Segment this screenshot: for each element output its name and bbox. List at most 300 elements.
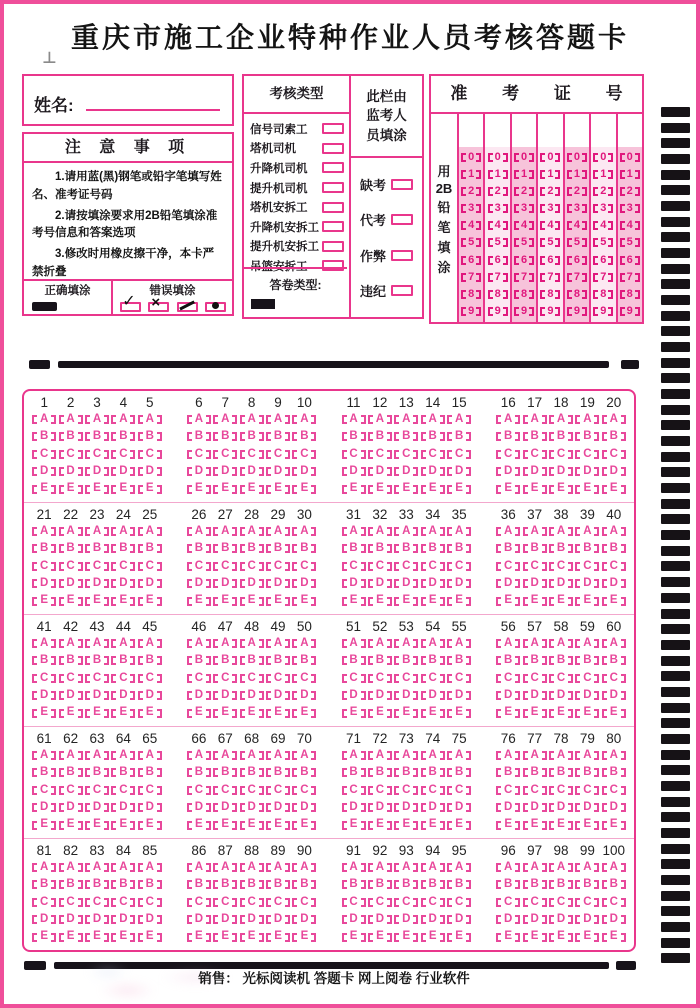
answer-bubble-71-E[interactable]: E — [342, 819, 366, 832]
answer-bubble-3-E[interactable]: E — [85, 483, 109, 496]
answer-bubble-55-A[interactable]: A — [447, 637, 471, 650]
answer-bubble-69-A[interactable]: A — [266, 749, 290, 762]
answer-bubble-15-C[interactable]: C — [447, 448, 471, 461]
answer-bubble-60-D[interactable]: D — [602, 689, 626, 702]
answer-bubble-77-D[interactable]: D — [523, 801, 547, 814]
ticket-bubble-col7-digit0[interactable]: 0 — [620, 151, 640, 164]
answer-bubble-39-E[interactable]: E — [575, 595, 599, 608]
answer-bubble-31-A[interactable]: A — [342, 525, 366, 538]
ticket-bubble-col5-digit5[interactable]: 5 — [567, 236, 587, 249]
answer-bubble-87-C[interactable]: C — [213, 896, 237, 909]
answer-bubble-81-D[interactable]: D — [32, 913, 56, 926]
answer-bubble-57-D[interactable]: D — [523, 689, 547, 702]
answer-bubble-6-B[interactable]: B — [187, 430, 211, 443]
answer-bubble-82-A[interactable]: A — [59, 861, 83, 874]
answer-bubble-43-C[interactable]: C — [85, 672, 109, 685]
answer-bubble-52-E[interactable]: E — [368, 707, 392, 720]
answer-bubble-10-D[interactable]: D — [292, 465, 316, 478]
answer-bubble-14-E[interactable]: E — [421, 483, 445, 496]
answer-bubble-56-D[interactable]: D — [496, 689, 520, 702]
answer-bubble-53-B[interactable]: B — [394, 654, 418, 667]
answer-bubble-93-D[interactable]: D — [394, 913, 418, 926]
answer-bubble-46-B[interactable]: B — [187, 654, 211, 667]
answer-bubble-52-B[interactable]: B — [368, 654, 392, 667]
answer-bubble-38-B[interactable]: B — [549, 542, 573, 555]
answer-bubble-45-A[interactable]: A — [138, 637, 162, 650]
ticket-bubble-col2-digit5[interactable]: 5 — [488, 236, 508, 249]
answer-bubble-34-C[interactable]: C — [421, 560, 445, 573]
answer-bubble-78-A[interactable]: A — [549, 749, 573, 762]
answer-bubble-36-C[interactable]: C — [496, 560, 520, 573]
answer-bubble-85-D[interactable]: D — [138, 913, 162, 926]
answer-bubble-98-C[interactable]: C — [549, 896, 573, 909]
answer-bubble-23-E[interactable]: E — [85, 595, 109, 608]
answer-bubble-76-C[interactable]: C — [496, 784, 520, 797]
answer-bubble-36-A[interactable]: A — [496, 525, 520, 538]
answer-bubble-64-A[interactable]: A — [111, 749, 135, 762]
answer-bubble-49-A[interactable]: A — [266, 637, 290, 650]
ticket-bubble-col6-digit2[interactable]: 2 — [593, 185, 613, 198]
answer-bubble-99-B[interactable]: B — [575, 878, 599, 891]
answer-bubble-61-E[interactable]: E — [32, 819, 56, 832]
answer-bubble-38-D[interactable]: D — [549, 577, 573, 590]
answer-bubble-12-E[interactable]: E — [368, 483, 392, 496]
answer-bubble-85-A[interactable]: A — [138, 861, 162, 874]
answer-bubble-78-B[interactable]: B — [549, 766, 573, 779]
ticket-bubble-col4-digit4[interactable]: 4 — [540, 219, 560, 232]
answer-bubble-49-B[interactable]: B — [266, 654, 290, 667]
answer-bubble-80-B[interactable]: B — [602, 766, 626, 779]
answer-bubble-52-C[interactable]: C — [368, 672, 392, 685]
answer-bubble-50-C[interactable]: C — [292, 672, 316, 685]
ticket-bubble-col4-digit9[interactable]: 9 — [540, 305, 560, 318]
answer-bubble-75-E[interactable]: E — [447, 819, 471, 832]
answer-bubble-22-D[interactable]: D — [59, 577, 83, 590]
answer-bubble-32-B[interactable]: B — [368, 542, 392, 555]
answer-bubble-68-B[interactable]: B — [240, 766, 264, 779]
answer-bubble-47-A[interactable]: A — [213, 637, 237, 650]
answer-bubble-89-C[interactable]: C — [266, 896, 290, 909]
answer-bubble-29-E[interactable]: E — [266, 595, 290, 608]
answer-bubble-50-D[interactable]: D — [292, 689, 316, 702]
answer-bubble-64-C[interactable]: C — [111, 784, 135, 797]
answer-bubble-12-D[interactable]: D — [368, 465, 392, 478]
answer-bubble-99-A[interactable]: A — [575, 861, 599, 874]
answer-bubble-49-C[interactable]: C — [266, 672, 290, 685]
answer-bubble-5-A[interactable]: A — [138, 413, 162, 426]
answer-bubble-53-E[interactable]: E — [394, 707, 418, 720]
answer-bubble-74-B[interactable]: B — [421, 766, 445, 779]
answer-bubble-26-B[interactable]: B — [187, 542, 211, 555]
answer-bubble-79-D[interactable]: D — [575, 801, 599, 814]
ticket-bubble-col6-digit1[interactable]: 1 — [593, 168, 613, 181]
answer-bubble-18-E[interactable]: E — [549, 483, 573, 496]
exam-type-bubble-1[interactable] — [322, 123, 344, 134]
answer-bubble-48-D[interactable]: D — [240, 689, 264, 702]
ticket-bubble-col3-digit1[interactable]: 1 — [514, 168, 534, 181]
answer-bubble-4-D[interactable]: D — [111, 465, 135, 478]
ticket-bubble-col4-digit3[interactable]: 3 — [540, 202, 560, 215]
answer-bubble-21-E[interactable]: E — [32, 595, 56, 608]
answer-bubble-33-E[interactable]: E — [394, 595, 418, 608]
answer-bubble-35-D[interactable]: D — [447, 577, 471, 590]
ticket-bubble-col7-digit2[interactable]: 2 — [620, 185, 640, 198]
answer-bubble-75-B[interactable]: B — [447, 766, 471, 779]
answer-bubble-58-D[interactable]: D — [549, 689, 573, 702]
answer-bubble-100-C[interactable]: C — [602, 896, 626, 909]
answer-bubble-45-B[interactable]: B — [138, 654, 162, 667]
answer-bubble-100-B[interactable]: B — [602, 878, 626, 891]
answer-bubble-20-D[interactable]: D — [602, 465, 626, 478]
answer-bubble-17-A[interactable]: A — [523, 413, 547, 426]
answer-bubble-40-B[interactable]: B — [602, 542, 626, 555]
answer-bubble-69-C[interactable]: C — [266, 784, 290, 797]
answer-bubble-29-D[interactable]: D — [266, 577, 290, 590]
answer-bubble-48-B[interactable]: B — [240, 654, 264, 667]
ticket-bubble-col6-digit0[interactable]: 0 — [593, 151, 613, 164]
ticket-bubble-col6-digit4[interactable]: 4 — [593, 219, 613, 232]
answer-bubble-66-E[interactable]: E — [187, 819, 211, 832]
answer-bubble-11-C[interactable]: C — [342, 448, 366, 461]
answer-bubble-31-C[interactable]: C — [342, 560, 366, 573]
answer-bubble-33-D[interactable]: D — [394, 577, 418, 590]
ticket-bubble-col5-digit3[interactable]: 3 — [567, 202, 587, 215]
answer-bubble-27-C[interactable]: C — [213, 560, 237, 573]
answer-bubble-60-A[interactable]: A — [602, 637, 626, 650]
answer-bubble-4-B[interactable]: B — [111, 430, 135, 443]
exam-type-bubble-6[interactable] — [322, 221, 344, 232]
answer-bubble-100-D[interactable]: D — [602, 913, 626, 926]
answer-bubble-10-A[interactable]: A — [292, 413, 316, 426]
answer-bubble-33-A[interactable]: A — [394, 525, 418, 538]
ticket-bubble-col1-digit5[interactable]: 5 — [461, 236, 481, 249]
answer-bubble-93-C[interactable]: C — [394, 896, 418, 909]
ticket-write-cell-4[interactable] — [538, 114, 562, 147]
answer-bubble-25-D[interactable]: D — [138, 577, 162, 590]
ticket-bubble-col3-digit3[interactable]: 3 — [514, 202, 534, 215]
answer-bubble-18-B[interactable]: B — [549, 430, 573, 443]
answer-bubble-84-E[interactable]: E — [111, 931, 135, 944]
answer-bubble-68-A[interactable]: A — [240, 749, 264, 762]
answer-bubble-30-A[interactable]: A — [292, 525, 316, 538]
answer-bubble-61-D[interactable]: D — [32, 801, 56, 814]
answer-bubble-2-A[interactable]: A — [59, 413, 83, 426]
answer-bubble-88-E[interactable]: E — [240, 931, 264, 944]
answer-bubble-42-D[interactable]: D — [59, 689, 83, 702]
answer-bubble-55-B[interactable]: B — [447, 654, 471, 667]
answer-bubble-57-A[interactable]: A — [523, 637, 547, 650]
answer-bubble-56-B[interactable]: B — [496, 654, 520, 667]
answer-bubble-1-E[interactable]: E — [32, 483, 56, 496]
answer-bubble-55-D[interactable]: D — [447, 689, 471, 702]
answer-bubble-94-C[interactable]: C — [421, 896, 445, 909]
answer-bubble-21-A[interactable]: A — [32, 525, 56, 538]
answer-bubble-5-C[interactable]: C — [138, 448, 162, 461]
answer-bubble-72-A[interactable]: A — [368, 749, 392, 762]
answer-bubble-44-B[interactable]: B — [111, 654, 135, 667]
answer-bubble-9-C[interactable]: C — [266, 448, 290, 461]
ticket-write-cell-5[interactable] — [565, 114, 589, 147]
answer-bubble-30-E[interactable]: E — [292, 595, 316, 608]
answer-bubble-36-B[interactable]: B — [496, 542, 520, 555]
answer-bubble-7-D[interactable]: D — [213, 465, 237, 478]
answer-bubble-67-A[interactable]: A — [213, 749, 237, 762]
answer-bubble-59-A[interactable]: A — [575, 637, 599, 650]
exam-type-bubble-4[interactable] — [322, 182, 344, 193]
answer-bubble-13-C[interactable]: C — [394, 448, 418, 461]
answer-bubble-35-B[interactable]: B — [447, 542, 471, 555]
answer-bubble-82-B[interactable]: B — [59, 878, 83, 891]
answer-bubble-25-C[interactable]: C — [138, 560, 162, 573]
answer-bubble-31-B[interactable]: B — [342, 542, 366, 555]
answer-bubble-54-E[interactable]: E — [421, 707, 445, 720]
answer-bubble-96-C[interactable]: C — [496, 896, 520, 909]
answer-bubble-99-D[interactable]: D — [575, 913, 599, 926]
answer-bubble-7-A[interactable]: A — [213, 413, 237, 426]
answer-bubble-31-D[interactable]: D — [342, 577, 366, 590]
answer-bubble-83-A[interactable]: A — [85, 861, 109, 874]
answer-bubble-88-A[interactable]: A — [240, 861, 264, 874]
answer-bubble-27-D[interactable]: D — [213, 577, 237, 590]
answer-bubble-20-B[interactable]: B — [602, 430, 626, 443]
invigilator-bubble-违纪[interactable] — [391, 285, 413, 296]
answer-bubble-83-E[interactable]: E — [85, 931, 109, 944]
answer-bubble-63-A[interactable]: A — [85, 749, 109, 762]
answer-bubble-79-C[interactable]: C — [575, 784, 599, 797]
answer-bubble-32-D[interactable]: D — [368, 577, 392, 590]
answer-bubble-55-E[interactable]: E — [447, 707, 471, 720]
answer-bubble-91-B[interactable]: B — [342, 878, 366, 891]
answer-bubble-9-E[interactable]: E — [266, 483, 290, 496]
answer-bubble-28-B[interactable]: B — [240, 542, 264, 555]
exam-type-bubble-3[interactable] — [322, 162, 344, 173]
answer-bubble-70-D[interactable]: D — [292, 801, 316, 814]
answer-bubble-26-A[interactable]: A — [187, 525, 211, 538]
answer-bubble-32-A[interactable]: A — [368, 525, 392, 538]
answer-bubble-89-E[interactable]: E — [266, 931, 290, 944]
answer-bubble-3-B[interactable]: B — [85, 430, 109, 443]
answer-bubble-51-E[interactable]: E — [342, 707, 366, 720]
answer-bubble-47-B[interactable]: B — [213, 654, 237, 667]
answer-bubble-66-B[interactable]: B — [187, 766, 211, 779]
ticket-bubble-col7-digit4[interactable]: 4 — [620, 219, 640, 232]
answer-bubble-91-D[interactable]: D — [342, 913, 366, 926]
answer-bubble-32-E[interactable]: E — [368, 595, 392, 608]
answer-bubble-71-A[interactable]: A — [342, 749, 366, 762]
ticket-bubble-col3-digit7[interactable]: 7 — [514, 271, 534, 284]
answer-bubble-6-C[interactable]: C — [187, 448, 211, 461]
answer-bubble-21-D[interactable]: D — [32, 577, 56, 590]
ticket-bubble-col7-digit5[interactable]: 5 — [620, 236, 640, 249]
answer-bubble-47-D[interactable]: D — [213, 689, 237, 702]
answer-bubble-13-E[interactable]: E — [394, 483, 418, 496]
answer-bubble-7-C[interactable]: C — [213, 448, 237, 461]
answer-bubble-69-B[interactable]: B — [266, 766, 290, 779]
ticket-bubble-col4-digit6[interactable]: 6 — [540, 254, 560, 267]
ticket-bubble-col6-digit8[interactable]: 8 — [593, 288, 613, 301]
answer-bubble-97-E[interactable]: E — [523, 931, 547, 944]
ticket-bubble-col3-digit5[interactable]: 5 — [514, 236, 534, 249]
ticket-bubble-col5-digit1[interactable]: 1 — [567, 168, 587, 181]
answer-bubble-51-C[interactable]: C — [342, 672, 366, 685]
answer-bubble-76-E[interactable]: E — [496, 819, 520, 832]
answer-bubble-2-E[interactable]: E — [59, 483, 83, 496]
answer-bubble-28-C[interactable]: C — [240, 560, 264, 573]
answer-bubble-86-E[interactable]: E — [187, 931, 211, 944]
ticket-bubble-col1-digit3[interactable]: 3 — [461, 202, 481, 215]
ticket-bubble-col4-digit2[interactable]: 2 — [540, 185, 560, 198]
answer-bubble-51-B[interactable]: B — [342, 654, 366, 667]
answer-bubble-62-D[interactable]: D — [59, 801, 83, 814]
answer-bubble-35-A[interactable]: A — [447, 525, 471, 538]
answer-bubble-37-E[interactable]: E — [523, 595, 547, 608]
answer-bubble-12-B[interactable]: B — [368, 430, 392, 443]
answer-bubble-38-C[interactable]: C — [549, 560, 573, 573]
answer-bubble-77-E[interactable]: E — [523, 819, 547, 832]
ticket-bubble-col2-digit6[interactable]: 6 — [488, 254, 508, 267]
ticket-bubble-col1-digit1[interactable]: 1 — [461, 168, 481, 181]
ticket-bubble-col5-digit2[interactable]: 2 — [567, 185, 587, 198]
answer-bubble-34-D[interactable]: D — [421, 577, 445, 590]
answer-bubble-98-B[interactable]: B — [549, 878, 573, 891]
exam-type-bubble-5[interactable] — [322, 202, 344, 213]
answer-bubble-94-E[interactable]: E — [421, 931, 445, 944]
ticket-bubble-col3-digit8[interactable]: 8 — [514, 288, 534, 301]
ticket-bubble-col7-digit3[interactable]: 3 — [620, 202, 640, 215]
answer-bubble-87-E[interactable]: E — [213, 931, 237, 944]
answer-bubble-18-A[interactable]: A — [549, 413, 573, 426]
answer-bubble-28-D[interactable]: D — [240, 577, 264, 590]
answer-bubble-37-D[interactable]: D — [523, 577, 547, 590]
answer-bubble-27-B[interactable]: B — [213, 542, 237, 555]
answer-bubble-86-D[interactable]: D — [187, 913, 211, 926]
answer-bubble-66-D[interactable]: D — [187, 801, 211, 814]
answer-bubble-57-B[interactable]: B — [523, 654, 547, 667]
ticket-bubble-col4-digit8[interactable]: 8 — [540, 288, 560, 301]
answer-bubble-85-E[interactable]: E — [138, 931, 162, 944]
answer-bubble-90-A[interactable]: A — [292, 861, 316, 874]
answer-bubble-31-E[interactable]: E — [342, 595, 366, 608]
ticket-bubble-col5-digit7[interactable]: 7 — [567, 271, 587, 284]
answer-bubble-65-A[interactable]: A — [138, 749, 162, 762]
answer-bubble-41-B[interactable]: B — [32, 654, 56, 667]
answer-bubble-8-A[interactable]: A — [240, 413, 264, 426]
answer-bubble-24-D[interactable]: D — [111, 577, 135, 590]
answer-bubble-44-A[interactable]: A — [111, 637, 135, 650]
answer-bubble-37-C[interactable]: C — [523, 560, 547, 573]
answer-bubble-62-C[interactable]: C — [59, 784, 83, 797]
answer-bubble-37-A[interactable]: A — [523, 525, 547, 538]
answer-bubble-8-C[interactable]: C — [240, 448, 264, 461]
ticket-bubble-col3-digit4[interactable]: 4 — [514, 219, 534, 232]
ticket-bubble-col4-digit0[interactable]: 0 — [540, 151, 560, 164]
answer-bubble-84-C[interactable]: C — [111, 896, 135, 909]
ticket-bubble-col6-digit9[interactable]: 9 — [593, 305, 613, 318]
answer-bubble-25-B[interactable]: B — [138, 542, 162, 555]
answer-bubble-81-A[interactable]: A — [32, 861, 56, 874]
answer-bubble-24-B[interactable]: B — [111, 542, 135, 555]
answer-bubble-77-C[interactable]: C — [523, 784, 547, 797]
invigilator-bubble-代考[interactable] — [391, 214, 413, 225]
answer-bubble-39-A[interactable]: A — [575, 525, 599, 538]
answer-bubble-96-E[interactable]: E — [496, 931, 520, 944]
answer-bubble-12-A[interactable]: A — [368, 413, 392, 426]
ticket-bubble-col7-digit8[interactable]: 8 — [620, 288, 640, 301]
answer-bubble-23-B[interactable]: B — [85, 542, 109, 555]
answer-bubble-66-A[interactable]: A — [187, 749, 211, 762]
answer-bubble-77-B[interactable]: B — [523, 766, 547, 779]
answer-bubble-67-C[interactable]: C — [213, 784, 237, 797]
answer-bubble-79-A[interactable]: A — [575, 749, 599, 762]
answer-bubble-61-B[interactable]: B — [32, 766, 56, 779]
answer-bubble-29-B[interactable]: B — [266, 542, 290, 555]
answer-bubble-46-C[interactable]: C — [187, 672, 211, 685]
answer-bubble-29-A[interactable]: A — [266, 525, 290, 538]
answer-bubble-48-E[interactable]: E — [240, 707, 264, 720]
answer-bubble-36-D[interactable]: D — [496, 577, 520, 590]
ticket-bubble-col2-digit3[interactable]: 3 — [488, 202, 508, 215]
answer-bubble-16-C[interactable]: C — [496, 448, 520, 461]
answer-bubble-19-A[interactable]: A — [575, 413, 599, 426]
answer-bubble-77-A[interactable]: A — [523, 749, 547, 762]
answer-bubble-13-A[interactable]: A — [394, 413, 418, 426]
answer-bubble-89-B[interactable]: B — [266, 878, 290, 891]
answer-bubble-73-B[interactable]: B — [394, 766, 418, 779]
ticket-bubble-col5-digit4[interactable]: 4 — [567, 219, 587, 232]
answer-bubble-81-E[interactable]: E — [32, 931, 56, 944]
answer-bubble-63-B[interactable]: B — [85, 766, 109, 779]
answer-bubble-1-C[interactable]: C — [32, 448, 56, 461]
answer-bubble-46-A[interactable]: A — [187, 637, 211, 650]
answer-bubble-9-D[interactable]: D — [266, 465, 290, 478]
answer-bubble-3-D[interactable]: D — [85, 465, 109, 478]
answer-bubble-58-C[interactable]: C — [549, 672, 573, 685]
ticket-bubble-col6-digit7[interactable]: 7 — [593, 271, 613, 284]
answer-bubble-44-C[interactable]: C — [111, 672, 135, 685]
answer-bubble-93-A[interactable]: A — [394, 861, 418, 874]
answer-bubble-73-E[interactable]: E — [394, 819, 418, 832]
answer-bubble-39-C[interactable]: C — [575, 560, 599, 573]
answer-bubble-26-D[interactable]: D — [187, 577, 211, 590]
ticket-bubble-col3-digit6[interactable]: 6 — [514, 254, 534, 267]
answer-bubble-49-E[interactable]: E — [266, 707, 290, 720]
answer-bubble-80-E[interactable]: E — [602, 819, 626, 832]
answer-bubble-89-D[interactable]: D — [266, 913, 290, 926]
answer-bubble-44-E[interactable]: E — [111, 707, 135, 720]
answer-bubble-57-E[interactable]: E — [523, 707, 547, 720]
answer-bubble-86-A[interactable]: A — [187, 861, 211, 874]
ticket-bubble-col1-digit4[interactable]: 4 — [461, 219, 481, 232]
answer-bubble-27-E[interactable]: E — [213, 595, 237, 608]
answer-bubble-16-A[interactable]: A — [496, 413, 520, 426]
answer-bubble-6-A[interactable]: A — [187, 413, 211, 426]
answer-bubble-88-C[interactable]: C — [240, 896, 264, 909]
answer-bubble-52-D[interactable]: D — [368, 689, 392, 702]
answer-bubble-84-D[interactable]: D — [111, 913, 135, 926]
answer-bubble-56-E[interactable]: E — [496, 707, 520, 720]
answer-bubble-10-C[interactable]: C — [292, 448, 316, 461]
answer-bubble-61-C[interactable]: C — [32, 784, 56, 797]
answer-bubble-100-A[interactable]: A — [602, 861, 626, 874]
answer-bubble-26-C[interactable]: C — [187, 560, 211, 573]
ticket-bubble-col6-digit5[interactable]: 5 — [593, 236, 613, 249]
answer-bubble-16-B[interactable]: B — [496, 430, 520, 443]
name-input-line[interactable] — [86, 109, 220, 111]
answer-bubble-98-E[interactable]: E — [549, 931, 573, 944]
answer-bubble-78-D[interactable]: D — [549, 801, 573, 814]
ticket-bubble-col2-digit0[interactable]: 0 — [488, 151, 508, 164]
ticket-bubble-col2-digit7[interactable]: 7 — [488, 271, 508, 284]
